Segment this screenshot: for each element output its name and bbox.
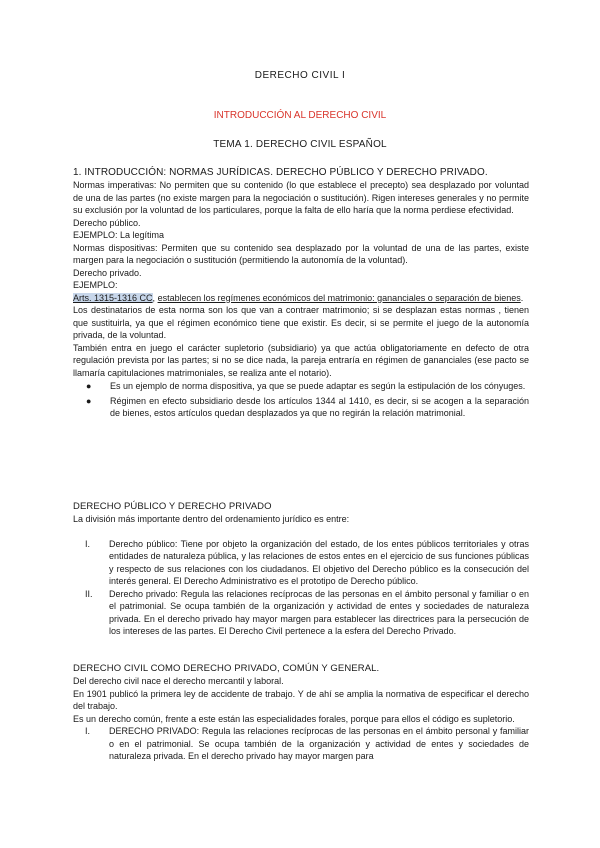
paragraph-1901: En 1901 publicó la primera ley de accidente de trabajo. Y de ahí se amplia la normativa de especificar el derecho del trabajo. (73, 688, 529, 711)
bullet-list (73, 380, 529, 420)
paragraph-derecho-publico: Derecho público. (73, 217, 141, 228)
bullet-icon: ● (86, 395, 92, 406)
paragraph-articulos: Arts. 1315-1316 CC, establecen los regímenes económicos del matrimonio: gananciales o separación de bienes. (73, 292, 524, 303)
roman-list (73, 538, 529, 638)
paragraph-intro: La división más importante dentro del ordenamiento jurídico es entre: (73, 514, 350, 524)
list-item: II. Derecho privado: Regula las relaciones recíprocas de las personas en el ámbito personal y familiar o en el patrimonial. Se ocupa también de la organización y actividad de entes y sociedades de naturaleza privada. En el derecho privado hay mayor margen para establecer las directrices para la persecución de los intereses de las partes. El Derecho Civil pertenece a la esfera del Derecho Privado. (85, 588, 529, 636)
paragraph-derecho-privado: Derecho privado. (73, 267, 142, 278)
paragraph-dispositivas: Normas dispositivas: Permiten que su contenido sea desplazado por la voluntad de una de las partes, existe margen para la negociación o sustitución (permitiendo la autonomía de la voluntad). (73, 242, 529, 265)
paragraph-destinatarios: Los destinatarios de esta norma son los que van a contraer matrimonio; si se desplazan estas normas , tienen que sustituirla, ya que el régimen económico tiene que existir. Es decir, si se permite el juego de la autonomía privada, de la voluntad. (73, 305, 529, 340)
section-derecho-civil (73, 662, 529, 763)
roman-list (73, 725, 529, 763)
list-item: I. Derecho público: Tiene por objeto la organización del estado, de los entes públicos territoriales y otras entidades de naturaleza pública, y las relaciones de estos entes en el ejercicio de sus funciones públicas y respecto de sus relaciones con los ciudadanos. El objetivo del Derecho público es la consecución del interés general. El Derecho Administrativo es el prototipo de Derecho público. (85, 538, 529, 586)
paragraph-supletorio: También entra en juego el carácter supletorio (subsidiario) ya que actúa obligatoriamente en defecto de otra regulación prevista por las partes; si no se dice nada, la pareja entraría en régimen de gananciales (ese pacto se llamaría capitulaciones matrimoniales, se realiza ante el notario). (73, 342, 529, 378)
paragraph-ejemplo: EJEMPLO: La legítima (73, 230, 165, 240)
articles-link[interactable]: Arts. 1315-1316 CC (73, 292, 153, 303)
section-publico-privado (73, 500, 529, 638)
list-item: ● Es un ejemplo de norma dispositiva, ya que se puede adaptar es según la estipulación de los cónyuges. (86, 381, 526, 391)
paragraph-ejemplo: EJEMPLO: (73, 280, 118, 290)
paragraph-origen: Del derecho civil nace el derecho mercantil y laboral. (73, 676, 284, 686)
section-introduccion (73, 166, 529, 422)
section-title: DERECHO CIVIL COMO DERECHO PRIVADO, COMÚN Y GENERAL. (73, 663, 380, 674)
bullet-icon: ● (86, 381, 92, 391)
section-title: DERECHO PÚBLICO Y DERECHO PRIVADO (73, 501, 272, 512)
section-title: 1. INTRODUCCIÓN: NORMAS JURÍDICAS. DERECHO PÚBLICO Y DERECHO PRIVADO. (73, 167, 488, 178)
course-title: DERECHO CIVIL I (254, 70, 346, 81)
intro-heading: INTRODUCCIÓN AL DERECHO CIVIL (213, 110, 387, 121)
tema-heading: TEMA 1. DERECHO CIVIL ESPAÑOL (213, 139, 387, 150)
list-item: ● Régimen en efecto subsidiario desde los artículos 1344 al 1410, es decir, si se acogen a la separación de bienes, estos artículos quedan desplazados ya que no regirán la relación matrimonial. (86, 395, 529, 418)
list-item: I. DERECHO PRIVADO: Regula las relaciones recíprocas de las personas en el ámbito personal y familiar o en el patrimonial. Se ocupa también de la organización y actividad de entes y sociedades de naturaleza privada. En el derecho privado hay mayor margen para (85, 726, 529, 761)
paragraph-derecho-comun: Es un derecho común, frente a este están las especialidades forales, porque para ellos el código es supletorio. (73, 713, 515, 724)
paragraph-imperativas: Normas imperativas: No permiten que su contenido (lo que establece el precepto) sea desplazado por voluntad de una de las partes (no existe margen para la negociación o sustitución). Rigen intereses generales y no permite su exclusión por la voluntad de los particulares, porque la falta de ello haría que la norma perdiese efectividad. (73, 180, 529, 215)
regimes-text: establecen los regímenes económicos del matrimonio: gananciales o separación de bienes (157, 292, 521, 303)
